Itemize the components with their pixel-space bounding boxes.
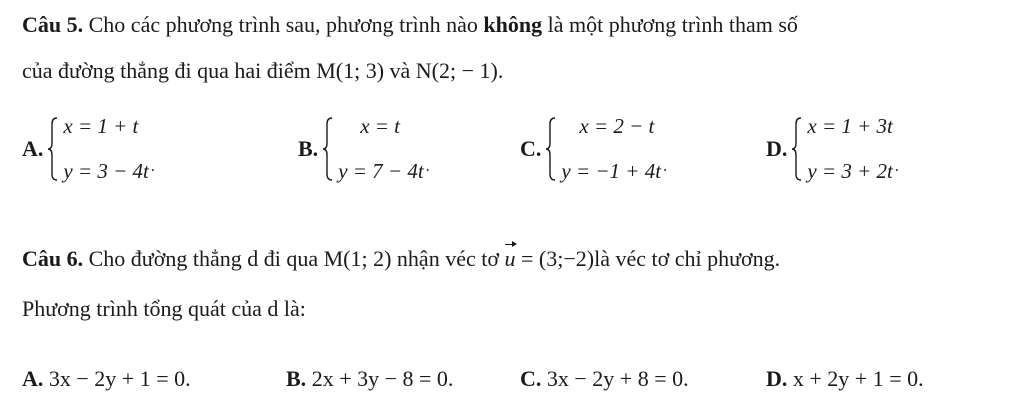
q5-option-b-system xyxy=(338,116,424,182)
q6-option-c-text: 3x − 2y + 8 = 0. xyxy=(541,366,689,391)
q6-option-c-letter: C. xyxy=(520,366,542,391)
q5-line-2: của đường thẳng đi qua hai điểm M(1; 3) và N(2; − 1). xyxy=(22,58,504,83)
q5-option-a-eq1: x = 1 + t xyxy=(63,114,139,138)
q6-option-b-letter: B. xyxy=(286,366,307,391)
brace-icon xyxy=(47,116,59,182)
q5-option-d-letter: D. xyxy=(766,136,788,161)
q5-option-c-eq2: y = −1 + 4t xyxy=(561,159,662,183)
q5-option-b-eq2: y = 7 − 4t xyxy=(338,159,424,183)
q5-option-a-eq2: y = 3 − 4t xyxy=(63,159,149,183)
q6-option-c xyxy=(520,368,689,390)
q5-text-a: Cho các phương trình sau, phương trình nào xyxy=(83,12,484,37)
brace-icon xyxy=(791,116,803,182)
q6-text-a: Cho đường thẳng d đi qua M(1; 2) nhận véc tơ xyxy=(83,246,505,271)
q5-option-a-letter: A. xyxy=(22,136,44,161)
q5-option-c-eq1: x = 2 − t xyxy=(579,114,655,138)
q6-vector-name: u xyxy=(504,246,516,271)
q6-vector-value: = (3;−2) xyxy=(515,246,595,271)
q6-text-b: là véc tơ chỉ phương. xyxy=(594,246,781,271)
q5-option-b-letter: B. xyxy=(298,136,319,161)
q6-line-2: Phương trình tổng quát của d là: xyxy=(22,296,306,321)
q5-option-c-system xyxy=(561,116,661,182)
q5-option-d-system xyxy=(807,116,893,182)
q5-emphasis: không xyxy=(483,12,543,37)
q6-option-d xyxy=(766,368,924,390)
q5-label: Câu 5. xyxy=(22,12,84,37)
q5-option-a: A. x = 1 + t y = 3 − 4t . xyxy=(22,114,155,183)
q5-option-b: B. x = t y = 7 − 4t . xyxy=(298,114,430,183)
q5-option-a-system xyxy=(63,116,149,182)
q6-option-a-letter: A. xyxy=(22,366,44,391)
q6-option-d-text: x + 2y + 1 = 0. xyxy=(787,366,924,391)
q5-line-1 xyxy=(22,14,798,36)
q5-option-d-eq1: x = 1 + 3t xyxy=(807,114,893,138)
q6-option-d-letter: D. xyxy=(766,366,788,391)
q5-option-d: D. x = 1 + 3t y = 3 + 2t . xyxy=(766,114,899,183)
q6-line-1 xyxy=(22,248,780,270)
q5-text-b: là một phương trình tham số xyxy=(542,12,798,37)
q5-option-d-eq2: y = 3 + 2t xyxy=(807,159,893,183)
q6-option-a-text: 3x − 2y + 1 = 0. xyxy=(43,366,191,391)
q5-option-c: C. x = 2 − t y = −1 + 4t . xyxy=(520,114,668,183)
brace-icon xyxy=(322,116,334,182)
q6-label: Câu 6. xyxy=(22,246,84,271)
q6-option-a xyxy=(22,368,191,390)
q5-option-b-eq1: x = t xyxy=(360,114,401,138)
q6-option-b xyxy=(286,368,453,390)
q5-option-c-letter: C. xyxy=(520,136,542,161)
q6-option-b-text: 2x + 3y − 8 = 0. xyxy=(306,366,454,391)
brace-icon xyxy=(545,116,557,182)
